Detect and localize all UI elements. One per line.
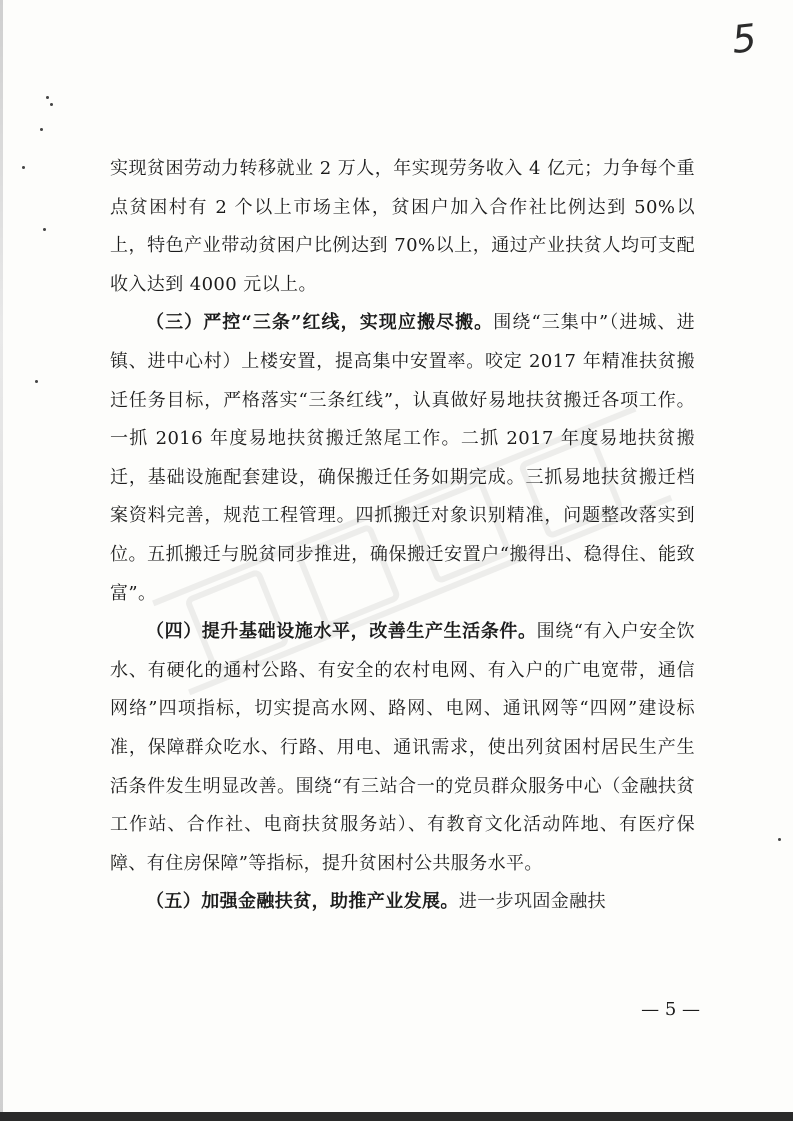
- page-number: — 5 —: [641, 999, 700, 1020]
- section-heading-4: （四）提升基础设施水平，改善生产生活条件。: [146, 621, 537, 643]
- handwritten-page-number: 5: [729, 15, 759, 62]
- scan-edge-left: [0, 0, 3, 1121]
- paragraph-1-text: 实现贫困劳动力转移就业 2 万人，年实现劳务收入 4 亿元；力争每个重点贫困村有 2 个以上市场主体，贫困户加入合作社比例达到 50%以上，特色产业带动贫困户比例达到 70%以上，通过产业扶贫人均可支配收入达到 4000 元以上。: [110, 158, 695, 295]
- paragraph-2: [110, 304, 695, 613]
- paragraph-3: [110, 613, 695, 883]
- paragraph-1: [110, 150, 695, 304]
- scan-edge-bottom: [0, 1112, 793, 1121]
- section-heading-3: （三）严控“三条”红线，实现应搬尽搬。: [146, 312, 494, 334]
- paragraph-3-text: 围绕“有入户安全饮水、有硬化的通村公路、有安全的农村电网、有入户的广电宽带，通信网络”四项指标，切实提高水网、路网、电网、通讯网等“四网”建设标准，保障群众吃水、行路、用电、通讯需求，使出列贫困村居民生产生活条件发生明显改善。围绕“有三站合一的党员群众服务中心（金融扶贫工作站、合作社、电商扶贫服务站）、有教育文化活动阵地、有医疗保障、有住房保障”等指标，提升贫困村公共服务水平。: [110, 621, 695, 874]
- paragraph-4: [110, 883, 695, 922]
- paragraph-4-text: 进一步巩固金融扶: [458, 891, 607, 913]
- paragraph-2-text: 围绕“三集中”（进城、进镇、进中心村）上楼安置，提高集中安置率。咬定 2017 年精准扶贫搬迁任务目标，严格落实“三条红线”，认真做好易地扶贫搬迁各项工作。一抓 2016 年度易地扶贫搬迁煞尾工作。二抓 2017 年度易地扶贫搬迁，基础设施配套建设，确保搬迁任务如期完成。三抓易地扶贫搬迁档案资料完善，规范工程管理。四抓搬迁对象识别精准，问题整改落实到位。五抓搬迁与脱贫同步推进，确保搬迁安置户“搬得出、稳得住、能致富”。: [110, 312, 695, 604]
- body-text: [110, 150, 695, 922]
- section-heading-5: （五）加强金融扶贫，助推产业发展。: [146, 891, 459, 913]
